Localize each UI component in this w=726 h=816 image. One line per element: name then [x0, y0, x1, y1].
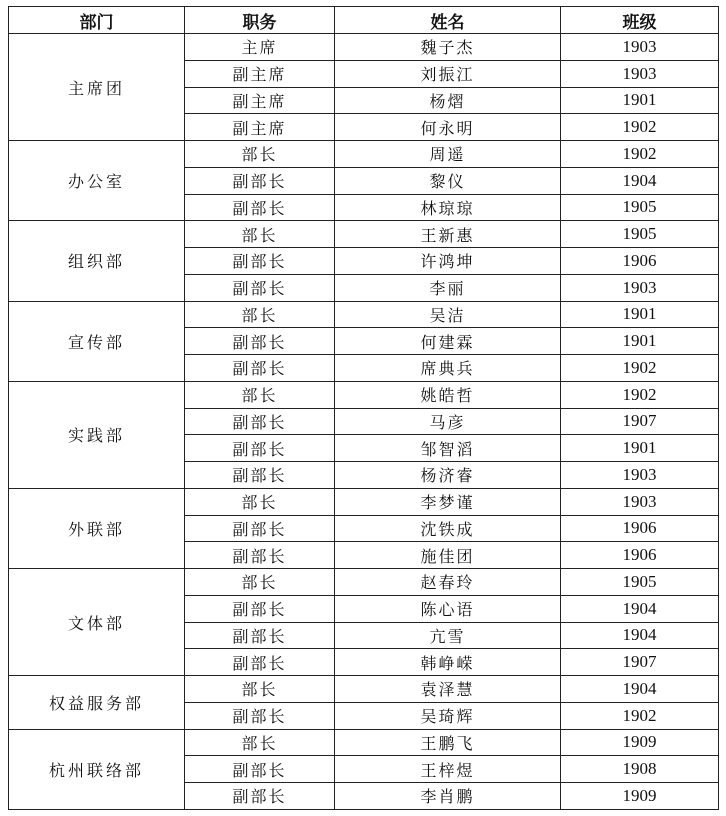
person-name-cell: 许鸿坤	[335, 248, 561, 275]
class-cell: 1906	[561, 542, 719, 569]
position-cell: 副部长	[185, 783, 335, 810]
class-cell: 1903	[561, 34, 719, 61]
department-cell: 杭州联络部	[9, 729, 185, 809]
position-cell: 副部长	[185, 194, 335, 221]
table-row	[9, 301, 719, 328]
person-name-cell: 韩峥嵘	[335, 649, 561, 676]
table-row	[9, 729, 719, 756]
class-cell: 1906	[561, 515, 719, 542]
class-cell: 1901	[561, 301, 719, 328]
class-cell: 1904	[561, 595, 719, 622]
person-name-cell: 王鹏飞	[335, 729, 561, 756]
position-cell: 部长	[185, 221, 335, 248]
class-cell: 1907	[561, 408, 719, 435]
person-name-cell: 马彦	[335, 408, 561, 435]
class-cell: 1908	[561, 756, 719, 783]
department-cell: 实践部	[9, 381, 185, 488]
person-name-cell: 杨济睿	[335, 462, 561, 489]
position-cell: 副部长	[185, 595, 335, 622]
person-name-cell: 林琼琼	[335, 194, 561, 221]
roster-document	[8, 6, 718, 810]
class-cell: 1906	[561, 248, 719, 275]
class-cell: 1902	[561, 114, 719, 141]
header-name: 姓名	[335, 7, 561, 34]
position-cell: 副部长	[185, 462, 335, 489]
department-cell: 外联部	[9, 488, 185, 568]
department-cell: 组织部	[9, 221, 185, 301]
class-cell: 1904	[561, 676, 719, 703]
person-name-cell: 吴琦辉	[335, 702, 561, 729]
person-name-cell: 席典兵	[335, 355, 561, 382]
person-name-cell: 何永明	[335, 114, 561, 141]
person-name-cell: 魏子杰	[335, 34, 561, 61]
header-department: 部门	[9, 7, 185, 34]
table-row	[9, 488, 719, 515]
person-name-cell: 王新惠	[335, 221, 561, 248]
position-cell: 副主席	[185, 60, 335, 87]
class-cell: 1902	[561, 702, 719, 729]
class-cell: 1902	[561, 141, 719, 168]
class-cell: 1902	[561, 381, 719, 408]
position-cell: 副部长	[185, 408, 335, 435]
person-name-cell: 李丽	[335, 274, 561, 301]
position-cell: 部长	[185, 569, 335, 596]
class-cell: 1901	[561, 328, 719, 355]
class-cell: 1903	[561, 60, 719, 87]
class-cell: 1903	[561, 488, 719, 515]
position-cell: 主席	[185, 34, 335, 61]
class-cell: 1905	[561, 221, 719, 248]
position-cell: 副部长	[185, 702, 335, 729]
person-name-cell: 王梓煜	[335, 756, 561, 783]
department-cell: 办公室	[9, 141, 185, 221]
header-position: 职务	[185, 7, 335, 34]
table-row	[9, 141, 719, 168]
person-name-cell: 周遥	[335, 141, 561, 168]
class-cell: 1909	[561, 783, 719, 810]
class-cell: 1904	[561, 167, 719, 194]
table-row	[9, 676, 719, 703]
department-cell: 宣传部	[9, 301, 185, 381]
table-row	[9, 34, 719, 61]
table-row	[9, 221, 719, 248]
department-cell: 主席团	[9, 34, 185, 141]
position-cell: 副主席	[185, 114, 335, 141]
position-cell: 副部长	[185, 435, 335, 462]
position-cell: 副部长	[185, 649, 335, 676]
department-cell: 文体部	[9, 569, 185, 676]
class-cell: 1901	[561, 435, 719, 462]
person-name-cell: 李梦谨	[335, 488, 561, 515]
person-name-cell: 何建霖	[335, 328, 561, 355]
person-name-cell: 赵春玲	[335, 569, 561, 596]
table-row	[9, 569, 719, 596]
person-name-cell: 袁泽慧	[335, 676, 561, 703]
position-cell: 副部长	[185, 515, 335, 542]
position-cell: 部长	[185, 729, 335, 756]
position-cell: 部长	[185, 141, 335, 168]
class-cell: 1905	[561, 194, 719, 221]
position-cell: 副部长	[185, 248, 335, 275]
person-name-cell: 黎仪	[335, 167, 561, 194]
class-cell: 1904	[561, 622, 719, 649]
person-name-cell: 邹智滔	[335, 435, 561, 462]
person-name-cell: 吴洁	[335, 301, 561, 328]
person-name-cell: 施佳团	[335, 542, 561, 569]
person-name-cell: 李肖鹏	[335, 783, 561, 810]
table-row	[9, 381, 719, 408]
class-cell: 1903	[561, 462, 719, 489]
position-cell: 部长	[185, 381, 335, 408]
roster-body	[9, 34, 719, 810]
position-cell: 部长	[185, 301, 335, 328]
position-cell: 副主席	[185, 87, 335, 114]
class-cell: 1907	[561, 649, 719, 676]
department-cell: 权益服务部	[9, 676, 185, 730]
class-cell: 1905	[561, 569, 719, 596]
position-cell: 副部长	[185, 622, 335, 649]
position-cell: 副部长	[185, 328, 335, 355]
header-class: 班级	[561, 7, 719, 34]
person-name-cell: 刘振江	[335, 60, 561, 87]
position-cell: 部长	[185, 676, 335, 703]
position-cell: 副部长	[185, 167, 335, 194]
person-name-cell: 陈心语	[335, 595, 561, 622]
position-cell: 部长	[185, 488, 335, 515]
class-cell: 1901	[561, 87, 719, 114]
class-cell: 1902	[561, 355, 719, 382]
position-cell: 副部长	[185, 355, 335, 382]
class-cell: 1903	[561, 274, 719, 301]
header-row	[9, 7, 719, 34]
roster-table	[8, 6, 719, 810]
person-name-cell: 亢雪	[335, 622, 561, 649]
position-cell: 副部长	[185, 756, 335, 783]
position-cell: 副部长	[185, 274, 335, 301]
person-name-cell: 姚皓哲	[335, 381, 561, 408]
person-name-cell: 杨熠	[335, 87, 561, 114]
person-name-cell: 沈铁成	[335, 515, 561, 542]
class-cell: 1909	[561, 729, 719, 756]
position-cell: 副部长	[185, 542, 335, 569]
